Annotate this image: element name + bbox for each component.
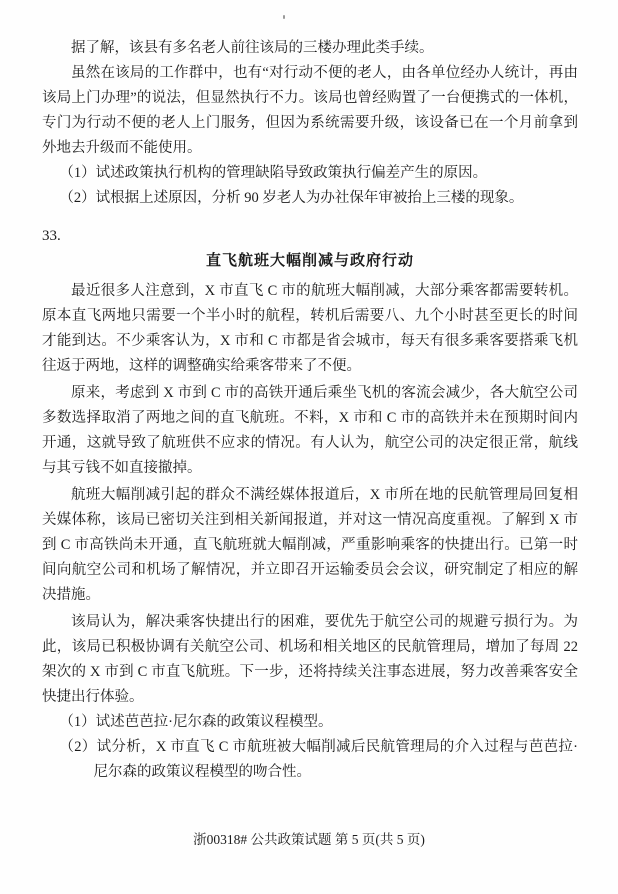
paragraph: 最近很多人注意到，X 市直飞 C 市的航班大幅削减，大部分乘客都需要转机。原本直飞两地只需要一个半小时的航程，转机后需要八、九个小时甚至更长的时间才能到达。不少乘客认为，X 市和 C 市都是省会城市，每天有很多乘客要搭乘飞机往返于两地，这样的调整确实给乘客带来了不便。 <box>42 283 578 374</box>
paragraph: 虽然在该局的工作群中，也有“对行动不便的老人，由各单位经办人统计，再由该局上门办理”的说法，但显然执行不力。该局也曾经购置了一台便携式的一体机，专门为行动不便的老人上门服务，但因为系统需要升级，该设备已在一个月前拿到外地去升级而不能使用。 <box>42 65 578 156</box>
paragraph: 航班大幅削减引起的群众不满经媒体报道后，X 市所在地的民航管理局回复相关媒体称，该局已密切关注到相关新闻报道，并对这一情况高度重视。了解到 X 市到 C 市高铁尚未开通，直飞航班就大幅削减，严重影响乘客的快捷出行。已第一时间向航空公司和机场了解情况，并立即召开运输委员会会议，研究制定了相应的解决措施。 <box>42 487 578 603</box>
scan-artifact-dot <box>283 15 285 19</box>
question-item: （1）试述政策执行机构的管理缺陷导致政策执行偏差产生的原因。 <box>59 165 488 181</box>
paragraph: 该局认为，解决乘客快捷出行的困难，要优先于航空公司的规避亏损行为。为此，该局已积极协调有关航空公司、机场和相关地区的民航管理局，增加了每周 22 架次的 X 市到 C 市直飞航班。下一步，还将持续关注事态进展，努力改善乘客安全快捷出行体验。 <box>42 614 578 705</box>
question-item: （1）试述芭芭拉·尼尔森的政策议程模型。 <box>59 714 333 730</box>
section-question-32 <box>42 36 578 211</box>
paragraph: 原来，考虑到 X 市到 C 市的高铁开通后乘坐飞机的客流会减少，各大航空公司多数选择取消了两地之间的直飞航班。不料，X 市和 C 市的高铁并未在预期时间内开通，这就导致了航班供不应求的情况。有人认为，航空公司的决定很正常，航线与其亏钱不如直接撤掉。 <box>42 385 578 476</box>
question-item: （2）试分析，X 市直飞 C 市航班被大幅削减后民航管理局的介入过程与芭芭拉·尼尔森的政策议程模型的吻合性。 <box>59 739 578 780</box>
paragraph: 据了解，该县有多名老人前往该局的三楼办理此类手续。 <box>71 40 434 56</box>
question-number: 33. <box>42 228 61 244</box>
section-question-33 <box>42 224 578 785</box>
passage-title: 直飞航班大幅削减与政府行动 <box>205 253 414 269</box>
page-footer: 浙00318# 公共政策试题 第 5 页(共 5 页) <box>193 832 425 847</box>
question-item: （2）试根据上述原因，分析 90 岁老人为办社保年审被抬上三楼的现象。 <box>59 190 524 206</box>
